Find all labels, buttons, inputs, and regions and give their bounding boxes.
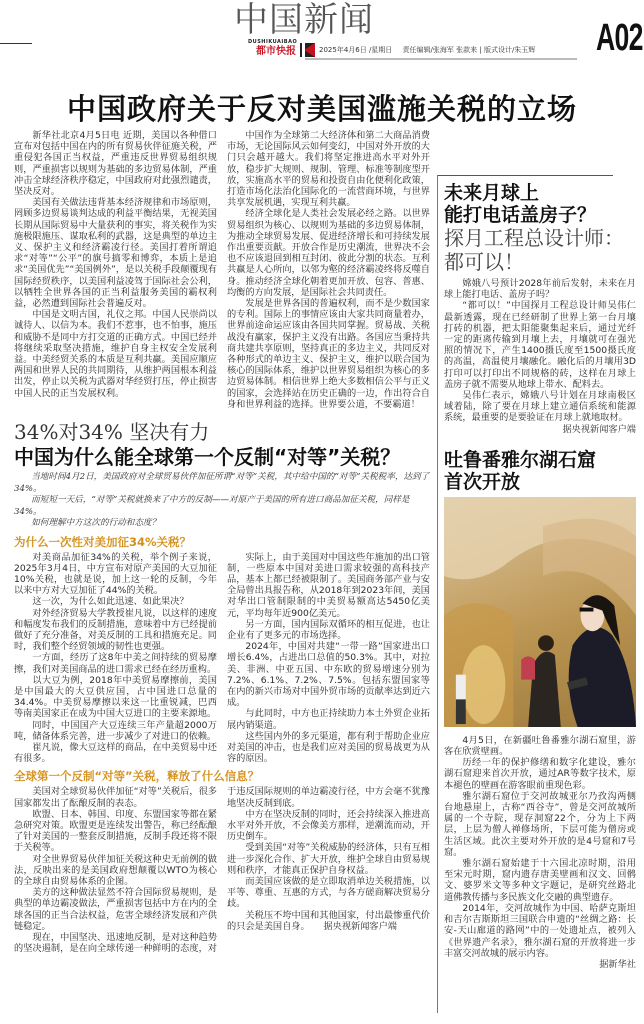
headline-line: 未来月球上 (444, 182, 540, 204)
section-subhead: 全球第一个反制“对等”关税，释放了什么信息？ (14, 769, 260, 784)
paragraph: 历经一年的保护修缮和数字化建设，雅尔湖石窟迎来首次开放，通过AR等数字技术，原本褪色的壁画在游客眼前重现色彩。 (444, 757, 636, 791)
paragraph: 经济全球化是人类社会发展必经之路。以世界贸易组织为核心、以规则为基础的多边贸易体制，为推动全球贸易发展、促进经济增长和可持续发展作出重要贡献。开放合作是历史潮流，世界决不会也不应该退回到相互封闭、彼此分割的状态。互利共赢是人心所向，以邻为壑的经济霸凌终将反噬自身。推动经济全球化朝着更加开放、包容、普惠、均衡的方向发展，是国际社会共同责任。 (227, 208, 430, 298)
brand-logo: 都市快报 (256, 46, 296, 57)
moon-paragraphs (444, 278, 636, 424)
issue-meta (319, 46, 543, 55)
paragraph: “都可以！”中国探月工程总设计师吴伟仁最新透露，现在已经研制了世界上第一台月壤打砖的机器，把太阳能聚集起来后，通过光纤一定的距离传输到月壤上去，月壤就可在强光照的情况下，产生1400摄氏度至1500摄氏度的高温，高温使月壤融化。融化后的月壤用3D打印可以打印出不同规格的砖，这样在月球上盖房子就不需要从地球上带水、配料去。 (444, 300, 636, 390)
tariff-headline: 中国为什么能全球第一个反制“对等”关税？ (14, 445, 401, 470)
paragraph: 对外经济贸易大学教授崔凡说，以这样的速度和幅度发布我们的反制措施，意味着中方已经提前做好了充分准备，对美反制的工具和措施充足。同时，我们整个经贸领域的韧性也更强。 (14, 607, 217, 653)
moon-headline (444, 182, 636, 226)
brand-k-icon (300, 43, 315, 57)
paragraph: 中国是文明古国，礼仪之邦。中国人民崇尚以诚待人、以信为本。我们不惹事，也不怕事，施压和威胁不是同中方打交道的正确方式。中国已经并将继续采取坚决措施，维护自身主权安全发展利益。中美经贸关系的本质是互利共赢。美国应顺应两国和世界人民的共同期待，从维护两国根本利益出发，停止以关税为武器对华经贸打压，停止损害中国人民的正当发展权利。 (14, 309, 217, 399)
subtitle-line: 探月工程总设计师： (444, 226, 624, 250)
paragraph: 对美商品加征34%的关税，举个例子来说，2025年3月4日，中方宣布对原产美国的大豆加征10%关税，也就是说，加上这一轮的反制，今年以来中方对大豆加征了44%的关税。 (14, 551, 217, 597)
paragraph: 同时，中国国产大豆连续三年产量超2000万吨，储备体系完善，进一步减少了对进口的依赖。 (14, 719, 217, 742)
divider (305, 58, 577, 60)
paragraph: 对全世界贸易伙伴加征关税这种史无前例的做法，反映出来的是美国政府想颠覆以WTO为核心的全球自由贸易体系的企图。 (14, 853, 217, 888)
sidebar (444, 182, 636, 970)
source-credit: 据央视新闻客户端 (562, 423, 636, 435)
paragraph: 雅尔湖石窟始建于十六国北凉时期，沿用至宋元时期，窟内遗存唐美壁画和汉文、回鹘文、婆罗米文等多种文字题记，是研究丝路北道佛教传播与多民族文化交融的典型遗存。 (444, 858, 636, 903)
paragraph: 而美国应该做的是立即取消单边关税措施，以平等、尊重、互惠的方式，与各方磋商解决贸易分歧。 (227, 876, 430, 910)
left-content (14, 130, 430, 954)
paragraph: 2024年，中国对共建“一带一路”国家进出口增长6.4%，占进出口总值的50.3%。其中，对拉美、非洲、中亚五国、中东欧的贸易增速分别为7.2%、6.1%、7.2%、7.5%。包括东盟国家等在内的新兴市场对中国外贸市场的贡献率达到近六成。 (227, 641, 430, 709)
section-subhead: 为什么一次性对美加征34%关税？ (14, 534, 192, 549)
page-number: A02 (596, 17, 643, 59)
paragraph: 美国有关做法违背基本经济规律和市场原则，罔顾多边贸易谈判达成的利益平衡结果，无视美国长期从国际贸易中大量获利的事实，将关税作为实施极限施压、谋取私利的武器，这是典型的单边主义、保护主义和经济霸凌行径。美国打着所谓追求“对等”“公平”的旗号搞零和博弈，本质上是追求“美国优先”“美国例外”，是以关税手段颠覆现有国际经贸秩序，以美国利益凌驾于国际社会公利，以牺牲全世界各国的正当利益服务美国的霸权利益，必然遭到国际社会普遍反对。 (14, 197, 217, 310)
paragraph: 这些国内外的多元渠道，都有利于帮助企业应对美国的冲击，也是我们应对美国的贸易战更为从容的原因。 (227, 730, 430, 765)
paragraph: 另一方面，国内国际双循环的相互促进，也让企业有了更多元的市场选择。 (227, 618, 430, 641)
grotto-photo (444, 497, 636, 727)
section-title: 中国新闻 (234, 0, 374, 40)
paragraph: 与此同时，中方也正持续助力本土外贸企业拓展内销渠道。 (227, 708, 430, 731)
brand-name-en: DUSHIKUAIBAO (248, 39, 298, 45)
paragraph: 美国对全球贸易伙伴加征“对等”关税后，很多国家都发出了酝酿反制的表态。 (14, 786, 217, 809)
paragraph: 受到美国“对等”关税威胁的经济体，只有互相进一步深化合作、扩大开放，维护全球自由贸易规则和秩序，才能真正保护自身权益。 (227, 842, 430, 876)
main-article-body (14, 130, 430, 410)
paragraph: 崔凡说，像大豆这样的商品，在中美贸易中还有很多。 (14, 742, 217, 765)
paragraph: 2014年，交河故城作为中国、哈萨克斯坦和吉尔吉斯斯坦三国联合申遗的“丝绸之路：长安-天山廊道的路网”中的一处遗址点，被列入《世界遗产名录》，雅尔湖石窟的开放将进一步丰富交河故城的展示内容。 (444, 902, 636, 959)
divider (0, 43, 32, 44)
editors-credit: 责任编辑/张海军 张款来 | 版式设计/朱玉辉 (402, 46, 536, 54)
tariff-subtitle: 34%对34% 坚决有力 (14, 420, 210, 445)
paragraph: 当地时间4月2日，美国政府对全球贸易伙伴加征所谓“对等”关税，其中给中国的“对等”关税税率，达到了34%。 (14, 472, 430, 494)
paragraph: 关税压不垮中国和其他国家，付出最惨重代价的只会是美国自身。 据央视新闻客户端 (227, 909, 430, 932)
paragraph: 而短短一天后，“对等”关税就换来了中方的反制——对原产于美国的所有进口商品加征关税，同样是34%。 (14, 495, 410, 517)
paragraph: 如何理解中方这次的行动和态度？ (31, 518, 161, 529)
moon-article-body (444, 278, 636, 435)
paragraph: 嫦娥八号预计2028年前后发射，未来在月球上能打电话、盖房子吗？ (444, 278, 636, 301)
paragraph: 这一次，为什么如此迅速、如此果决？ (32, 596, 189, 608)
headline-line: 首次开放 (444, 470, 521, 493)
paragraph: 中国作为全球第二大经济体和第二大商品消费市场，无论国际风云如何变幻，中国对外开放的大门只会越开越大。我们将坚定推进高水平对外开放，稳步扩大规则、规制、管理、标准等制度型开放，实施高水平的贸易和投资自由化便利化政策，打造市场化法治化国际化的一流营商环境，与世界共享发展机遇，实现互利共赢。 (227, 130, 430, 209)
sidebar-border (437, 175, 438, 1013)
grotto-article-body (444, 735, 636, 970)
headline-line: 能打电话盖房子？ (444, 204, 597, 226)
paragraph: 雅尔湖石窟位于交河故城亚尔乃孜沟两侧台地悬崖上，古称“西谷寺”，曾是交河故城所属的一个寺院，现存洞窟22个，分为上下两层，上层为僧人禅修场所，下层可能为僧房或生活区域。此次主要对外开放的是4号窟和7号窟。 (444, 790, 636, 858)
tariff-intro (14, 472, 430, 530)
paragraph: 以大豆为例，2018年中美贸易摩擦前，美国是中国最大的大豆供应国，占中国进口总量的34.4%。中美贸易摩擦以来这一比重锐减，巴西等南美国家正在成为中国大豆进口的主要来源地。 (14, 674, 217, 720)
paragraph: 中方在坚决反制的同时，还会持续深入推进高水平对外开放，不会像美方那样，逆潮流而动，开历史倒车。 (227, 808, 430, 843)
paragraph: 发展是世界各国的普遍权利，而不是少数国家的专利。国际上的事情应该由大家共同商量着办，世界前途命运应该由各国共同掌握。贸易战、关税战没有赢家，保护主义没有出路。各国应当秉持共商共建共享原则，坚持真正的多边主义，共同反对各种形式的单边主义、保护主义，维护以联合国为核心的国际体系，维护以世界贸易组织为核心的多边贸易体制。相信世界上绝大多数相信公平与正义的国家，会选择站在历史正确的一边，作出符合自身和世界利益的选择。世界要公道，不要霸道！ (227, 298, 430, 410)
paragraph: 实际上，由于美国对中国这些年施加的出口管制，一些原本中国对美进口需求较强的高科技产品，基本上都已经被限制了。美国商务部产业与安全局曾出具报告称，从2018年到2023年间，美国对华出口管制限制的中美贸易额高达5450亿美元，平均每年近900亿美元。 (227, 551, 430, 619)
headline-line: 吐鲁番雅尔湖石窟 (444, 448, 597, 471)
tariff-section2-body (14, 786, 430, 954)
paragraph: 欧盟、日本、韩国、印度、东盟国家等都在紧急研究对策。欧盟更是连续发出警告，称已经酝酿了针对美国的一整套反制措施，反制手段还将不限于关税等。 (14, 808, 217, 854)
moon-subtitle (444, 226, 636, 274)
subtitle-line: 都可以！ (444, 250, 524, 274)
paragraph: 4月5日，在新疆吐鲁番雅尔湖石窟里，游客在欣赏壁画。 (444, 734, 636, 758)
grotto-headline (444, 449, 636, 493)
paragraph: 吴伟仁表示，嫦娥八号计划在月球南极区域着陆，除了要在月球上建立通信系统和能源系统，最重要的是要验证在月球上就地取材。 (444, 390, 636, 424)
grotto-paragraphs (444, 735, 636, 959)
issue-date: 2025年4月6日 /星期日 (319, 46, 393, 54)
tariff-section1-body (14, 552, 430, 765)
source-credit: 据新华社 (599, 958, 636, 970)
sidebar-border (437, 175, 613, 176)
paragraph: 新华社北京4月5日电 近期，美国以各种借口宣布对包括中国在内的所有贸易伙伴征施关税，严重侵犯各国正当权益，严重违反世界贸易组织规则，严重损害以规则为基础的多边贸易体制，严重冲击全球经济秩序稳定，中国政府对此强烈谴责，坚决反对。 (14, 130, 217, 198)
paragraph: 一方面，经历了这8年中美之间持续的贸易摩擦，我们对美国商品的进口需求已经在经历重构。 (14, 652, 217, 675)
paragraph: 现在，中国坚决、迅速地反制，是对这种趋势的坚决遏制，是在向全球传递一种鲜明的态度，对于违反国际规则的单边霸凌行径，中方会毫不犹豫地坚决反制到底。 (14, 786, 430, 955)
paragraph: 美方的这种做法显然不符合国际贸易规则，是典型的单边霸凌做法，严重损害包括中方在内的全球各国的正当合法权益，危害全球经济发展和产供链稳定。 (14, 887, 217, 932)
main-headline: 中国政府关于反对美国滥施关税的立场 (66, 92, 577, 126)
